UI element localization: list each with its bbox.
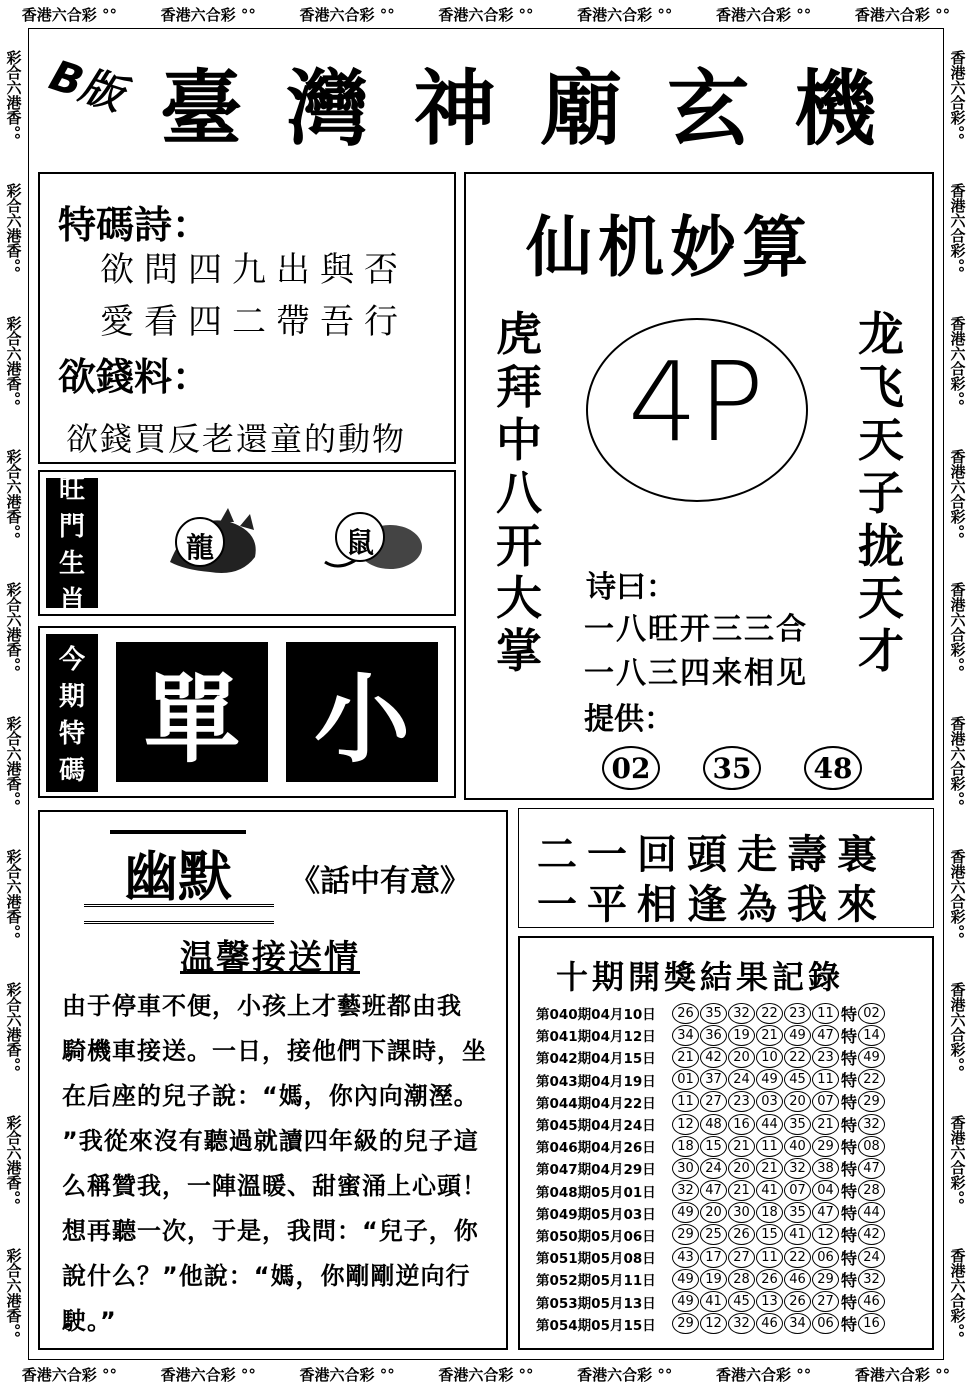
record-special: 49 [858, 1047, 885, 1068]
record-ball: 21 [756, 1158, 783, 1179]
record-ball: 16 [728, 1114, 755, 1135]
record-label: 第040期04月10日 [536, 1007, 656, 1024]
record-ball: 04 [812, 1180, 839, 1201]
record-ball: 22 [784, 1247, 811, 1268]
record-special: 22 [858, 1069, 885, 1090]
record-row [536, 1202, 928, 1224]
record-special: 32 [858, 1269, 885, 1290]
record-te: 特 [841, 1204, 858, 1224]
record-row [536, 1290, 928, 1312]
record-ball: 41 [756, 1180, 783, 1201]
provided-number: 02 [602, 746, 660, 790]
record-ball: 49 [672, 1269, 699, 1290]
record-label: 第050期05月06日 [536, 1228, 656, 1245]
record-ball: 11 [756, 1136, 783, 1157]
riddle-heading: 欲錢料： [58, 354, 211, 399]
record-label: 第047期04月29日 [536, 1162, 656, 1179]
lucky-zodiac-label [46, 475, 98, 616]
border-top-text: 香港六合彩 °° [160, 5, 256, 24]
record-ball: 19 [700, 1269, 727, 1290]
record-te: 特 [841, 1270, 858, 1290]
record-row [536, 1046, 928, 1068]
record-ball: 12 [700, 1313, 727, 1334]
record-ball: 30 [672, 1158, 699, 1179]
left-col-char: 掌 [496, 624, 542, 679]
rat-char: 鼠 [346, 526, 375, 559]
record-row [536, 1024, 928, 1046]
record-row [536, 1313, 928, 1335]
title-char: 廟 [540, 60, 627, 157]
record-special: 42 [858, 1224, 885, 1245]
title-char: 灣 [286, 60, 373, 157]
xianji-title: 仙机妙算 [526, 208, 814, 286]
border-right-text: 香港六合彩°° [948, 981, 967, 1072]
border-left [0, 28, 28, 1360]
record-ball: 15 [756, 1224, 783, 1245]
story-line: 駛。” [62, 1307, 117, 1335]
record-ball: 41 [700, 1291, 727, 1312]
record-ball: 27 [700, 1091, 727, 1112]
record-ball: 37 [700, 1069, 727, 1090]
record-label: 第052期05月11日 [536, 1273, 656, 1290]
record-ball: 42 [700, 1047, 727, 1068]
border-left-text: 彩合六港香°° [4, 49, 23, 140]
record-ball: 17 [700, 1247, 727, 1268]
left-col-char: 拜 [496, 359, 542, 414]
rat-image [320, 502, 430, 582]
border-bottom-text: 香港六合彩 °° [854, 1365, 951, 1384]
story-line: 由于停車不便，小孩上才藝班都由我 [62, 992, 462, 1020]
record-ball: 49 [784, 1025, 811, 1046]
record-ball: 01 [672, 1069, 699, 1090]
rat-icon [320, 502, 430, 582]
record-ball: 11 [756, 1247, 783, 1268]
record-ball: 20 [728, 1047, 755, 1068]
right-col-char: 天 [858, 571, 904, 626]
label-char: 特 [58, 719, 85, 749]
record-ball: 21 [728, 1180, 755, 1201]
border-right [944, 28, 972, 1360]
record-ball: 07 [784, 1180, 811, 1201]
border-bottom-text: 香港六合彩 °° [299, 1365, 395, 1384]
xianji-poem-head: 诗曰： [586, 570, 676, 605]
record-ball: 47 [700, 1180, 727, 1201]
record-ball: 47 [812, 1025, 839, 1046]
record-ball: 21 [672, 1047, 699, 1068]
humor-title: 幽默 [110, 830, 246, 911]
record-ball: 18 [672, 1136, 699, 1157]
story-line: 騎機車接送。一日，接他們下課時，坐 [62, 1037, 487, 1065]
record-ball: 45 [784, 1069, 811, 1090]
border-bottom [0, 1360, 972, 1388]
record-ball: 26 [784, 1291, 811, 1312]
record-ball: 38 [812, 1158, 839, 1179]
record-label: 第049期05月03日 [536, 1206, 656, 1223]
border-left-text: 彩合六港香°° [4, 182, 23, 273]
border-left-text: 彩合六港香°° [4, 1115, 23, 1206]
right-col-char: 才 [858, 624, 904, 679]
border-top [0, 0, 972, 28]
label-char: 門 [58, 512, 85, 542]
record-special: 08 [858, 1136, 885, 1157]
record-te: 特 [841, 1071, 858, 1091]
record-special: 24 [858, 1247, 885, 1268]
record-ball: 29 [812, 1269, 839, 1290]
right-column [858, 308, 904, 678]
border-bottom-text: 香港六合彩 °° [438, 1365, 534, 1384]
record-ball: 23 [784, 1003, 811, 1024]
record-ball: 40 [784, 1136, 811, 1157]
border-left-text: 彩合六港香°° [4, 981, 23, 1072]
record-ball: 10 [756, 1047, 783, 1068]
left-col-char: 八 [496, 465, 542, 520]
label-char: 今 [58, 645, 85, 675]
border-bottom-text: 香港六合彩 °° [716, 1365, 812, 1384]
left-col-char: 中 [496, 412, 542, 467]
left-col-char: 开 [496, 518, 542, 573]
right-col-char: 拢 [858, 518, 904, 573]
lucky-zodiac-box [38, 470, 456, 616]
couplet-line-2: 一平相逢為我來 [537, 881, 887, 928]
border-top-text: 香港六合彩 °° [854, 5, 951, 24]
record-special: 16 [858, 1313, 885, 1334]
record-label: 第053期05月13日 [536, 1295, 656, 1312]
label-char: 碼 [58, 756, 85, 786]
record-ball: 24 [728, 1069, 755, 1090]
record-ball: 34 [672, 1025, 699, 1046]
border-top-text: 香港六合彩 °° [577, 5, 673, 24]
story-line: 么稱贊我，一陣溫暖、甜蜜涌上心頭！ [62, 1172, 487, 1200]
record-ball: 13 [756, 1291, 783, 1312]
record-row [536, 1224, 928, 1246]
record-ball: 35 [700, 1003, 727, 1024]
border-top-text: 香港六合彩 °° [21, 5, 118, 24]
xianji-box [464, 172, 934, 800]
record-label: 第046期04月26日 [536, 1140, 656, 1157]
record-te: 特 [841, 1293, 858, 1313]
record-ball: 18 [756, 1202, 783, 1223]
record-ball: 12 [672, 1114, 699, 1135]
record-special: 14 [858, 1025, 885, 1046]
xianji-poem-l1: 一八旺开三三合 [584, 612, 808, 647]
poem-line-1: 欲問四九出與否 [100, 250, 408, 290]
record-te: 特 [841, 1226, 858, 1246]
record-ball: 22 [756, 1003, 783, 1024]
border-bottom-text: 香港六合彩 °° [577, 1365, 673, 1384]
record-special: 02 [858, 1003, 885, 1024]
border-top-text: 香港六合彩 °° [716, 5, 812, 24]
riddle-text: 欲錢買反老還童的動物 [66, 420, 407, 458]
record-te: 特 [841, 1115, 858, 1135]
record-label: 第044期04月22日 [536, 1095, 656, 1112]
record-ball: 45 [728, 1291, 755, 1312]
record-label: 第043期04月19日 [536, 1073, 656, 1090]
border-left-text: 彩合六港香°° [4, 449, 23, 540]
record-ball: 24 [700, 1158, 727, 1179]
special-code-box [38, 626, 456, 798]
record-ball: 21 [728, 1136, 755, 1157]
record-special: 46 [858, 1291, 885, 1312]
poem-box [38, 172, 456, 464]
records-box [518, 936, 934, 1350]
story-line: ”我從來沒有聽過就讀四年級的兒子這 [62, 1127, 479, 1155]
prediction-text: 4P [627, 338, 765, 466]
record-ball: 20 [728, 1158, 755, 1179]
record-label: 第054期05月15日 [536, 1317, 656, 1334]
label-char: 肖 [58, 586, 85, 616]
record-te: 特 [841, 1048, 858, 1068]
record-label: 第045期04月24日 [536, 1118, 656, 1135]
record-ball: 06 [812, 1313, 839, 1334]
record-row [536, 1135, 928, 1157]
record-ball: 35 [784, 1202, 811, 1223]
provide-label: 提供： [584, 702, 674, 737]
couplet-box [518, 808, 934, 928]
edition-badge: B版 [43, 50, 130, 120]
record-ball: 11 [812, 1069, 839, 1090]
small-box: 小 [286, 642, 438, 782]
record-ball: 43 [672, 1247, 699, 1268]
record-ball: 32 [728, 1313, 755, 1334]
xianji-poem-l2: 一八三四来相见 [584, 656, 808, 691]
dragon-icon [160, 502, 270, 582]
couplet-line-1: 二一回頭走壽裏 [537, 831, 887, 878]
record-ball: 49 [672, 1291, 699, 1312]
border-top-text: 香港六合彩 °° [299, 5, 395, 24]
provided-number: 35 [703, 746, 761, 790]
record-ball: 49 [672, 1202, 699, 1223]
record-ball: 32 [672, 1180, 699, 1201]
humor-subtitle: 《話中有意》 [290, 864, 470, 899]
record-ball: 03 [756, 1091, 783, 1112]
right-col-char: 子 [858, 465, 904, 520]
record-ball: 23 [728, 1091, 755, 1112]
record-ball: 27 [728, 1247, 755, 1268]
right-col-char: 飞 [858, 359, 904, 414]
record-row [536, 1002, 928, 1024]
record-te: 特 [841, 1004, 858, 1024]
record-label: 第051期05月08日 [536, 1251, 656, 1268]
record-ball: 11 [672, 1091, 699, 1112]
story-line: 說什么？”他說：“媽，你剛剛逆向行 [62, 1262, 471, 1290]
record-te: 特 [841, 1159, 858, 1179]
border-right-text: 香港六合彩°° [948, 1248, 967, 1339]
left-column [496, 308, 542, 678]
record-te: 特 [841, 1137, 858, 1157]
humor-story [62, 984, 502, 1344]
record-row [536, 1113, 928, 1135]
odd-box: 單 [116, 642, 268, 782]
record-ball: 23 [812, 1047, 839, 1068]
border-bottom-text: 香港六合彩 °° [21, 1365, 118, 1384]
story-line: 在后座的兒子說：“媽，你內向潮溼。 [62, 1082, 479, 1110]
record-te: 特 [841, 1315, 858, 1335]
left-col-char: 虎 [496, 307, 542, 361]
record-ball: 36 [700, 1025, 727, 1046]
record-ball: 15 [700, 1136, 727, 1157]
title-char: 機 [793, 60, 880, 157]
right-col-char: 天 [858, 412, 904, 467]
record-label: 第042期04月15日 [536, 1051, 656, 1068]
record-ball: 46 [756, 1313, 783, 1334]
record-label: 第048期05月01日 [536, 1184, 656, 1201]
special-code-label [46, 634, 98, 792]
poem-heading: 特碼詩： [58, 202, 211, 247]
border-left-text: 彩合六港香°° [4, 848, 23, 939]
record-te: 特 [841, 1093, 858, 1113]
border-right-text: 香港六合彩°° [948, 582, 967, 673]
record-ball: 11 [812, 1003, 839, 1024]
record-ball: 30 [728, 1202, 755, 1223]
record-te: 特 [841, 1026, 858, 1046]
record-ball: 20 [784, 1091, 811, 1112]
border-left-text: 彩合六港香°° [4, 315, 23, 406]
record-ball: 41 [784, 1224, 811, 1245]
record-ball: 20 [700, 1202, 727, 1223]
records-title: 十期開獎結果記錄 [556, 958, 845, 996]
right-col-char: 龙 [858, 307, 904, 361]
record-te: 特 [841, 1182, 858, 1202]
dragon-char: 龍 [186, 531, 215, 564]
record-ball: 46 [784, 1269, 811, 1290]
label-char: 期 [58, 682, 85, 712]
record-ball: 19 [728, 1025, 755, 1046]
record-ball: 32 [784, 1158, 811, 1179]
record-ball: 49 [756, 1069, 783, 1090]
left-col-char: 大 [496, 571, 542, 626]
records-table [536, 1002, 928, 1335]
provided-numbers [602, 746, 862, 790]
record-ball: 06 [812, 1247, 839, 1268]
record-row [536, 1268, 928, 1290]
record-row [536, 1091, 928, 1113]
record-ball: 44 [756, 1114, 783, 1135]
record-ball: 29 [812, 1136, 839, 1157]
record-ball: 35 [784, 1114, 811, 1135]
title-char: 玄 [667, 60, 754, 157]
record-ball: 29 [672, 1313, 699, 1334]
record-ball: 34 [784, 1313, 811, 1334]
page-title [160, 52, 880, 157]
record-row [536, 1180, 928, 1202]
record-ball: 28 [728, 1269, 755, 1290]
record-special: 44 [858, 1202, 885, 1223]
border-right-text: 香港六合彩°° [948, 1115, 967, 1206]
humor-headline: 温馨接送情 [180, 938, 360, 978]
record-row [536, 1069, 928, 1091]
border-right-text: 香港六合彩°° [948, 49, 967, 140]
record-ball: 22 [784, 1047, 811, 1068]
record-ball: 29 [672, 1224, 699, 1245]
border-right-text: 香港六合彩°° [948, 182, 967, 273]
record-special: 28 [858, 1180, 885, 1201]
record-special: 29 [858, 1091, 885, 1112]
border-bottom-text: 香港六合彩 °° [160, 1365, 256, 1384]
record-ball: 47 [812, 1202, 839, 1223]
border-right-text: 香港六合彩°° [948, 715, 967, 806]
record-label: 第041期04月12日 [536, 1029, 656, 1046]
record-special: 47 [858, 1158, 885, 1179]
border-right-text: 香港六合彩°° [948, 449, 967, 540]
record-row [536, 1246, 928, 1268]
record-ball: 27 [812, 1291, 839, 1312]
poem-line-2: 愛看四二帶吾行 [100, 302, 408, 342]
record-special: 32 [858, 1114, 885, 1135]
record-ball: 21 [756, 1025, 783, 1046]
provided-number: 48 [804, 746, 862, 790]
label-char: 旺 [58, 475, 85, 505]
story-line: 想再聽一次，于是，我問：“兒子，你 [62, 1217, 479, 1245]
record-row [536, 1157, 928, 1179]
title-char: 臺 [160, 60, 247, 157]
border-left-text: 彩合六港香°° [4, 715, 23, 806]
label-char: 生 [58, 549, 85, 579]
border-left-text: 彩合六港香°° [4, 1248, 23, 1339]
dragon-image [160, 502, 270, 582]
record-ball: 25 [700, 1224, 727, 1245]
record-te: 特 [841, 1248, 858, 1268]
record-ball: 32 [728, 1003, 755, 1024]
border-top-text: 香港六合彩 °° [438, 5, 534, 24]
title-char: 神 [413, 60, 500, 157]
record-ball: 26 [728, 1224, 755, 1245]
record-ball: 12 [812, 1224, 839, 1245]
border-right-text: 香港六合彩°° [948, 315, 967, 406]
border-right-text: 香港六合彩°° [948, 848, 967, 939]
humor-box [38, 810, 508, 1350]
record-ball: 21 [812, 1114, 839, 1135]
border-left-text: 彩合六港香°° [4, 582, 23, 673]
record-ball: 26 [756, 1269, 783, 1290]
record-ball: 26 [672, 1003, 699, 1024]
humor-wave [84, 904, 274, 924]
record-ball: 48 [700, 1114, 727, 1135]
record-ball: 07 [812, 1091, 839, 1112]
